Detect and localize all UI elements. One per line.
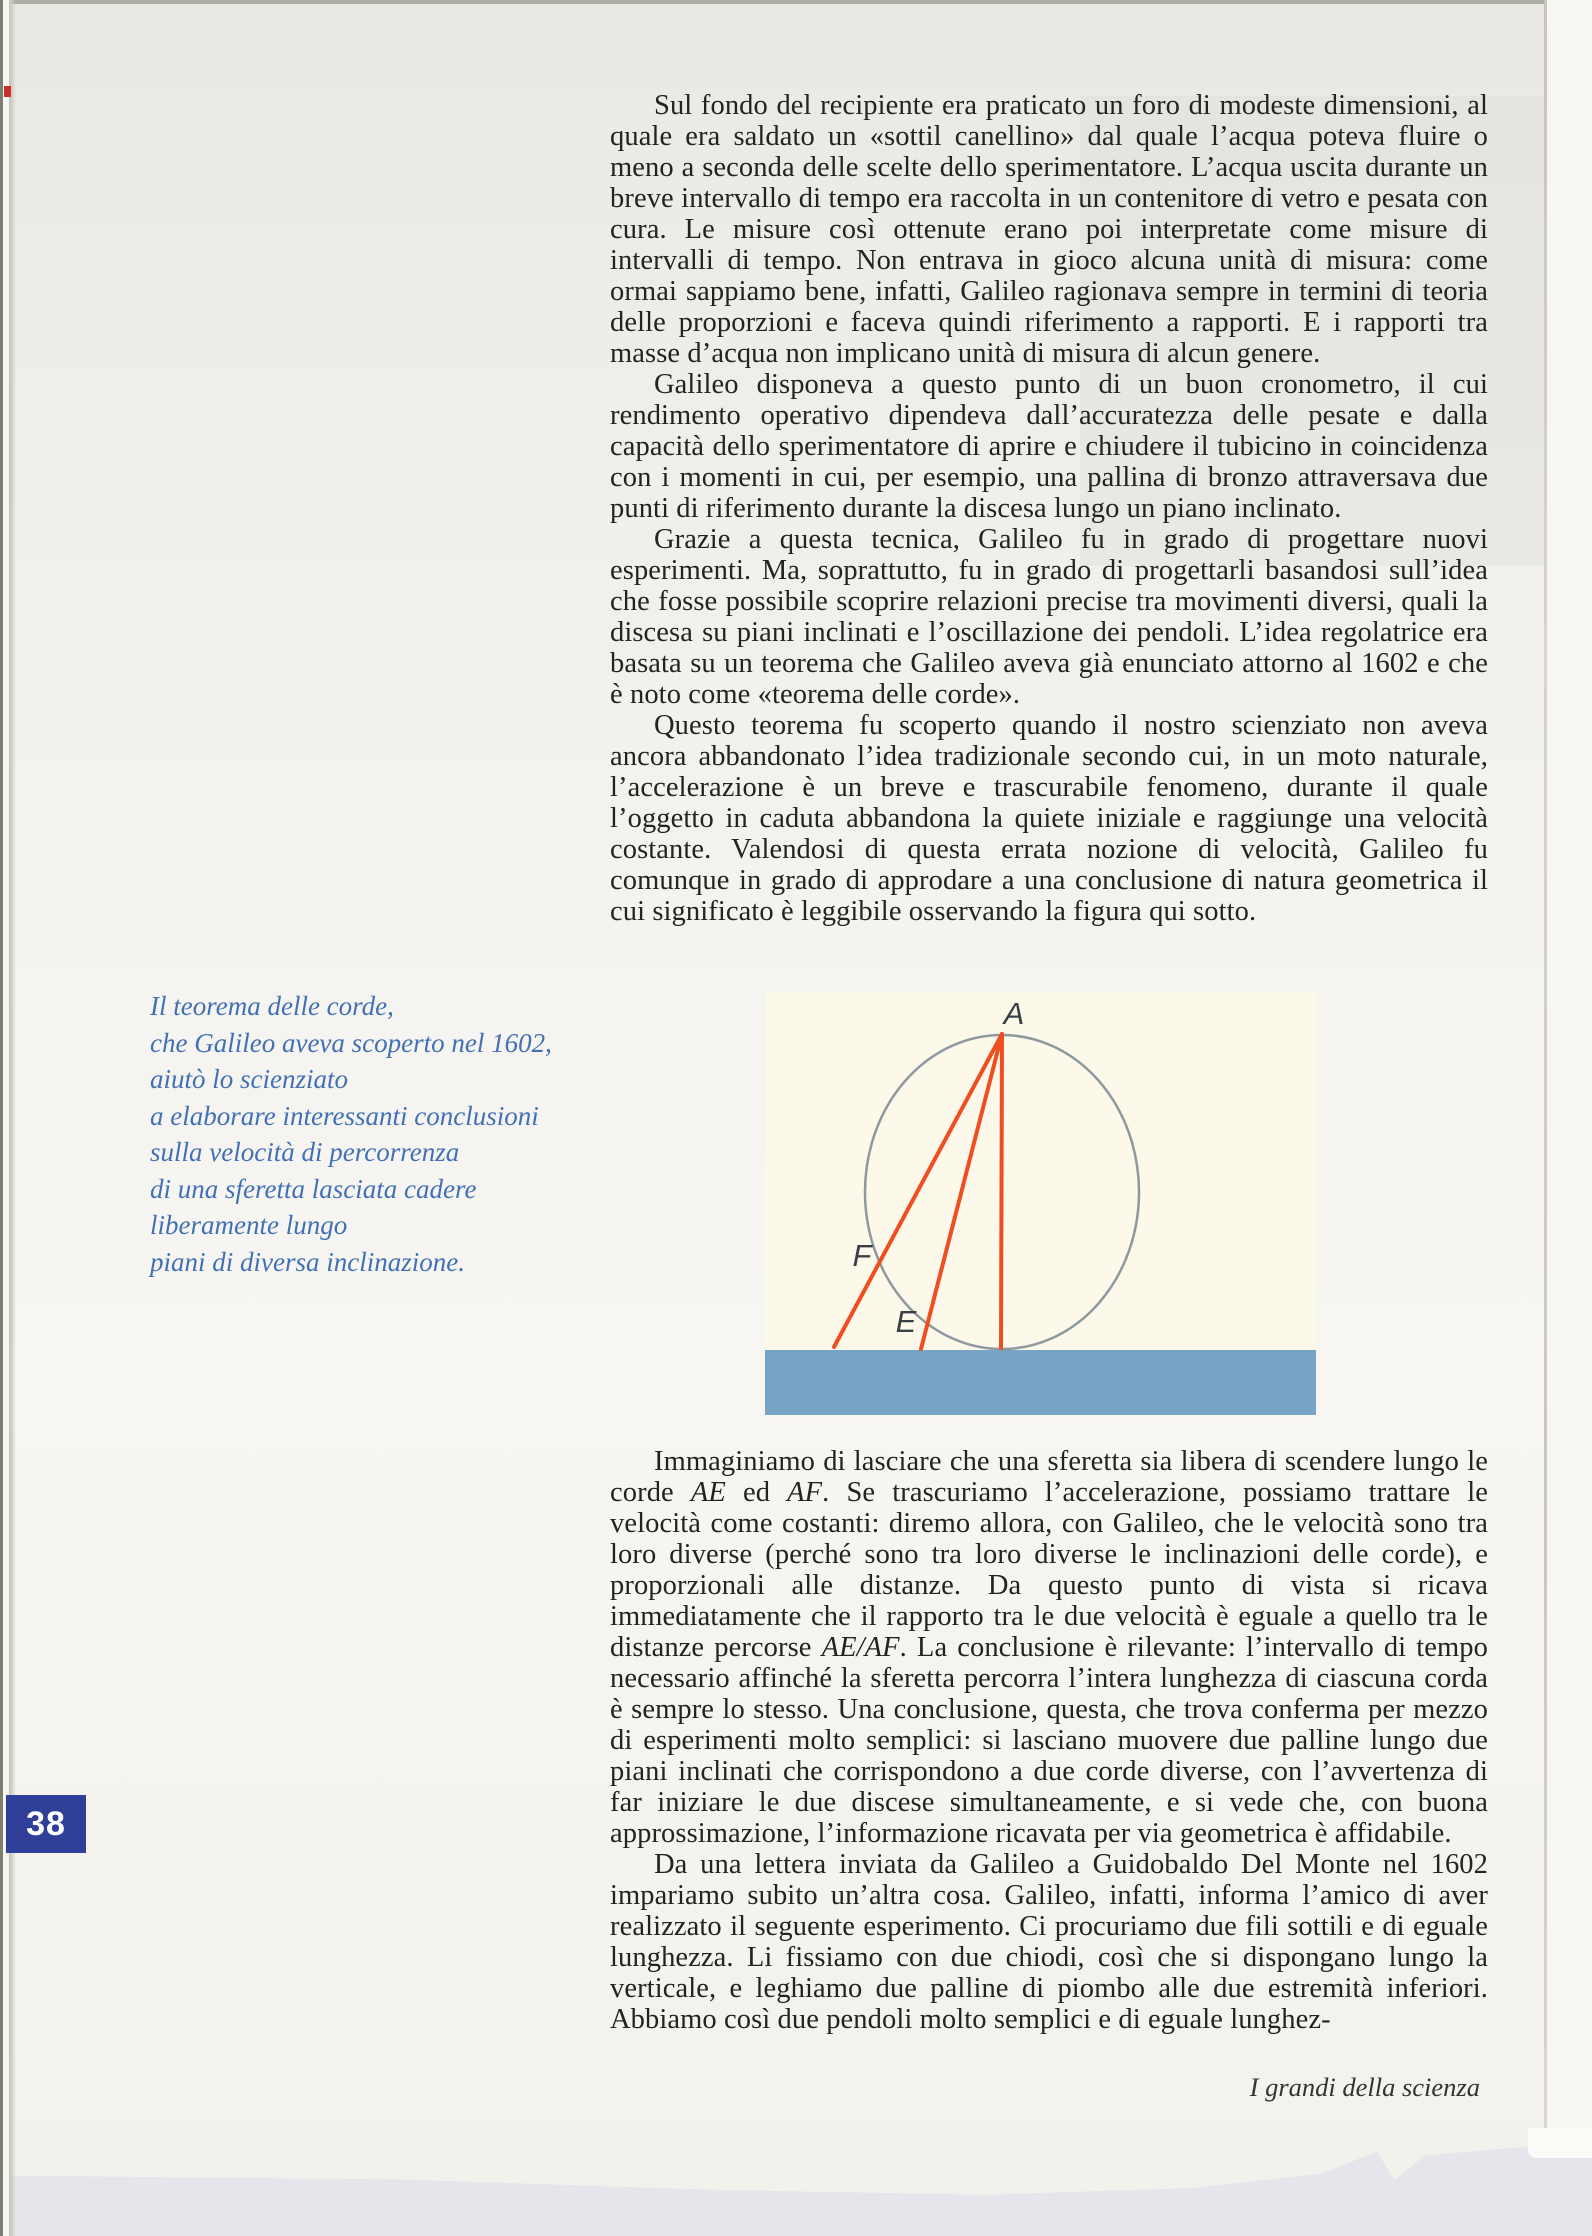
figure-caption [150, 988, 590, 1280]
label-E: E [895, 1304, 917, 1339]
label-A: A [1003, 996, 1025, 1031]
caption-line: sulla velocità di percorrenza [150, 1137, 460, 1167]
ground-band [765, 1350, 1316, 1415]
chord-theorem-figure [765, 992, 1316, 1417]
body-text-upper [610, 90, 1488, 927]
body-paragraph: Sul fondo del recipiente era praticato un foro di modeste dimensioni, al quale era saldato un «sottil canellino» dal quale l’acqua poteva fluire o meno a seconda delle scelte dello sperimentatore. L’acqua uscita durante un breve intervallo di tempo era raccolta in un contenitore di vetro e pesata con cura. Le misure così ottenute erano poi interpretate come misure di intervalli di tempo. Non entrava in gioco alcuna unità di misura: come ormai sappiamo bene, infatti, Galileo ragionava sempre in termini di teoria delle proporzioni e faceva quindi riferimento a rapporti. E i rapporti tra masse d’acqua non implicano unità di misura di alcun genere. [610, 90, 1488, 369]
body-paragraph: Grazie a questa tecnica, Galileo fu in grado di progettare nuovi esperimenti. Ma, soprattutto, fu in grado di progettarli basandosi sull’idea che fosse possibile scoprire relazioni precise tra movimenti diversi, quali la discesa su piani inclinati e l’oscillazione dei pendoli. L’idea regolatrice era basata su un teorema che Galileo aveva già enunciato attorno al 1602 e che è noto come «teorema delle corde». [610, 524, 1488, 710]
body-text-lower [610, 1446, 1488, 2035]
scan-top-edge [0, 0, 1592, 4]
chord-theorem-diagram [765, 992, 1316, 1417]
label-F: F [852, 1238, 872, 1273]
caption-line: aiutò lo scienziato [150, 1064, 348, 1094]
caption-line: Il teorema delle corde, [150, 991, 394, 1021]
caption-line: liberamente lungo [150, 1210, 348, 1240]
page-crease [1544, 0, 1547, 2160]
chord-vertical [1001, 1034, 1002, 1348]
caption-line: piani di diversa inclinazione. [150, 1246, 465, 1277]
caption-line: di una sferetta lasciata cadere [150, 1173, 477, 1204]
running-footer: I grandi della scienza [1249, 2072, 1480, 2102]
registration-mark [4, 86, 11, 97]
body-paragraph: Galileo disponeva a questo punto di un buon cronometro, il cui rendimento operativo dipendeva dall’accuratezza delle pesate e dalla capacità dello sperimentatore di aprire e chiudere il tubicino in coincidenza con i momenti in cui, per esempio, una pallina di bronzo attraversava due punti di riferimento durante la discesa lungo un piano inclinato. [610, 369, 1488, 524]
body-paragraph: Da una lettera inviata da Galileo a Guidobaldo Del Monte nel 1602 impariamo subito un’altra cosa. Galileo, infatti, informa l’amico di aver realizzato il seguente esperimento. Ci procuriamo due fili sottili e di eguale lunghezza. Li fissiamo con due chiodi, così che si dispongano lungo la verticale, e leghiamo due palline di piombo alle due estremità inferiori. Abbiamo così due pendoli molto semplici e di eguale lunghez- [610, 1849, 1488, 2035]
page-left-edge [0, 0, 16, 2236]
next-page-corner [1528, 2128, 1592, 2158]
page-number-badge [6, 1795, 86, 1853]
caption-line: che Galileo aveva scoperto nel 1602, [150, 1027, 552, 1058]
scan-bottom-background [0, 2140, 1592, 2236]
page-number: 38 [26, 1804, 66, 1843]
caption-line: a elaborare interessanti conclusioni [150, 1100, 539, 1131]
page-right-margin [1546, 0, 1592, 2160]
body-paragraph: Questo teorema fu scoperto quando il nostro scienziato non aveva ancora abbandonato l’idea tradizionale secondo cui, in un moto naturale, l’accelerazione è un breve e trascurabile fenomeno, durante il quale l’oggetto in caduta abbandona la quiete iniziale e raggiunge una velocità costante. Valendosi di questa errata nozione di velocità, Galileo fu comunque in grado di approdare a una conclusione di natura geometrica il cui significato è leggibile osservando la figura qui sotto. [610, 710, 1488, 927]
body-paragraph: Immaginiamo di lasciare che una sferetta sia libera di scendere lungo le corde AE ed AF. Se trascuriamo l’accelerazione, possiamo trattare le velocità come costanti: diremo allora, con Galileo, che le velocità sono tra loro diverse (perché sono tra loro diverse le inclinazioni delle corde), e proporzionali alle distanze. Da questo punto di vista si ricava immediatamente che il rapporto tra le due velocità è eguale a quello tra le distanze percorse AE/AF. La conclusione è rilevante: l’intervallo di tempo necessario affinché la sferetta percorra l’intera lunghezza di ciascuna corda è sempre lo stesso. Una conclusione, questa, che trova conferma per mezzo di esperimenti molto semplici: si lasciano muovere due palline lungo due piani inclinati che corrispondono a due corde diverse, con l’avvertenza di far iniziare le due discese simultaneamente, e si vede che, con buona approssimazione, l’informazione ricavata per via geometrica è affidabile. [610, 1446, 1488, 1849]
